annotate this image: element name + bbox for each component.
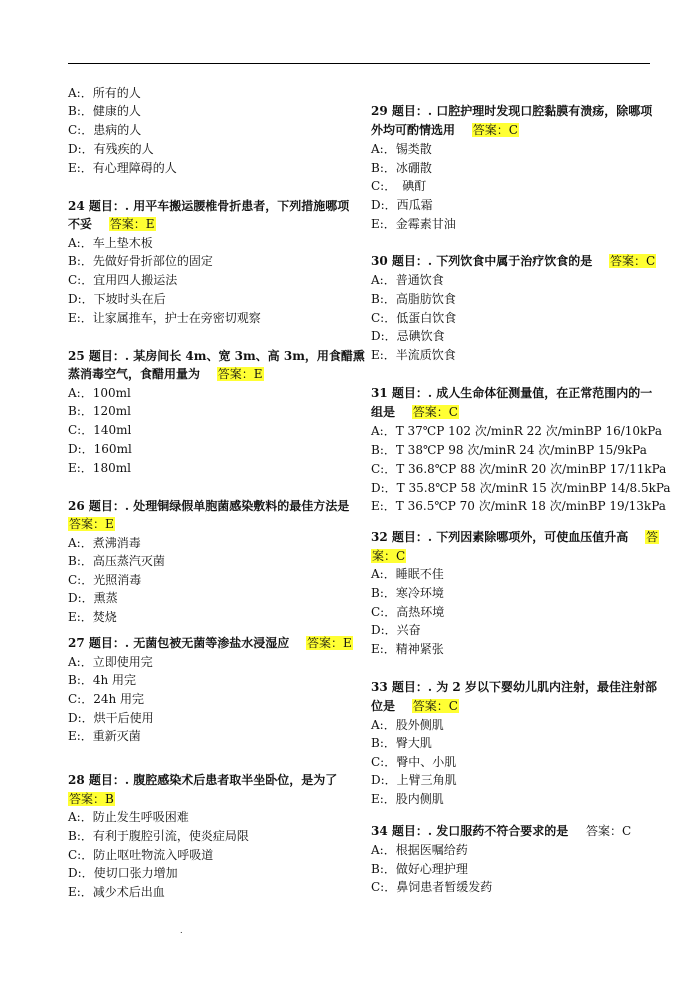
answer-label: 答案：E [217,367,263,381]
option-line [68,808,189,826]
answer-label: 答案：C [609,254,656,268]
option-text: B:．有利于腹腔引流，使炎症局限 [68,829,249,843]
option-line [68,440,132,458]
question-text: 31 题目：. 成人生命体征测量值，在正常范围内的一 [371,386,653,400]
question-line [68,347,365,365]
question-text: 26 题目：. 处理铜绿假单胞菌感染敷料的最佳方法是 [68,499,350,513]
option-line [371,422,662,440]
answer-label: 案：C [372,549,406,563]
option-text: C:．宜用四人搬运法 [68,273,178,287]
question-text: 28 题目：. 腹腔感染术后患者取半坐卧位，是为了 [68,773,338,787]
option-text: D:．熏蒸 [68,591,118,605]
option-text: B:．120ml [68,404,131,418]
option-text: D:．上臂三角肌 [371,773,457,787]
question-line [371,678,657,696]
option-text: E:．让家属推车，护士在旁密切观察 [68,311,261,325]
option-line [68,827,249,845]
option-text: B:．寒冷环境 [371,586,444,600]
option-text: B:．高脂肪饮食 [371,292,456,306]
question-line [68,365,264,383]
option-text: D:．下坡时头在后 [68,292,166,306]
option-text: D:．T 35.8℃P 58 次/minR 15 次/minBP 14/8.5kPa [371,481,671,495]
option-line [68,159,177,177]
option-text: E:．减少术后出血 [68,885,165,899]
answer-label: 答案：E [69,517,114,531]
option-text: C:．高热环境 [371,605,445,619]
option-line [371,309,456,327]
option-text: A:．根据医嘱给药 [371,843,468,857]
question-line [371,384,652,402]
option-line [68,589,118,607]
option-line [371,790,444,808]
option-text: C:．防止呕吐物流入呼吸道 [68,848,214,862]
option-line [68,84,141,102]
option-text: A:．煮沸消毒 [68,536,141,550]
option-text: D:．西瓜霜 [371,198,433,212]
question-line [68,634,353,652]
option-text: C:．鼻饲患者暂缓发药 [371,880,493,894]
option-line [68,140,154,158]
option-line [68,121,141,139]
option-text: D:．160ml [68,442,132,456]
option-line [68,252,213,270]
option-text: C:．臀中、小肌 [371,755,457,769]
question-text: 外均可酌情选用 [371,123,456,137]
option-line [68,690,144,708]
option-line [371,771,457,789]
question-line [371,121,519,139]
question-text: 27 题目：. 无菌包被无菌等渗盐水浸湿应 [68,636,290,650]
option-line [371,327,445,345]
option-line [371,215,456,233]
option-text: A:．车上垫木板 [68,236,153,250]
answer-label: 答案：C [412,405,458,419]
option-line [371,346,456,364]
question-text: 34 题目：. 发口服药不符合要求的是 [371,824,569,838]
option-line [68,290,166,308]
option-line [371,441,647,459]
question-line [371,528,659,546]
question-line [68,515,115,533]
answer-label: 答案：B [69,792,114,806]
option-text: D:．有残疾的人 [68,142,154,156]
option-text: C:．24h 用完 [68,692,145,706]
question-text: 位是 [371,699,396,713]
option-text: A:．立即使用完 [68,655,153,669]
option-line [68,459,131,477]
option-line [68,653,153,671]
option-text: E:．有心理障碍的人 [68,161,177,175]
question-line [68,790,115,808]
option-text: E:．股内侧肌 [371,792,444,806]
option-line [371,841,468,859]
option-text: B:．冰硼散 [371,161,432,175]
option-line [371,271,444,289]
answer-label: 答案：C [585,824,632,838]
option-text: D:．兴奋 [371,623,421,637]
option-line [371,159,432,177]
answer-label: 答案：E [306,636,352,650]
option-text: B:．健康的人 [68,104,141,118]
option-line [371,497,666,515]
option-text: B:．高压蒸汽灭菌 [68,554,165,568]
answer-label: 答案：E [109,217,155,231]
question-line [371,102,652,120]
option-text: C:．140ml [68,423,132,437]
header-rule [68,63,650,64]
option-line [371,565,444,583]
option-text: A:．防止发生呼吸困难 [68,810,189,824]
question-line [68,497,349,515]
option-line [371,290,456,308]
answer-label: 答案：C [472,123,518,137]
option-line [68,846,213,864]
option-line [68,552,165,570]
answer-label: 答 [645,530,658,544]
question-line [371,547,406,565]
option-text: A:．股外侧肌 [371,718,444,732]
option-line [68,271,177,289]
option-line [371,734,432,752]
option-line [68,234,153,252]
question-line [371,252,656,270]
option-text: B:．先做好骨折部位的固定 [68,254,213,268]
option-text: E:．180ml [68,461,131,475]
option-line [68,384,131,402]
option-text: E:．金霉素甘油 [371,217,456,231]
option-text: E:．重新灭菌 [68,729,141,743]
question-text: 24 题目：. 用平车搬运腰椎骨折患者，下列措施哪项 [68,199,350,213]
option-line [68,864,178,882]
option-text: C:．患病的人 [68,123,142,137]
option-line [68,608,117,626]
option-text: C:． 碘酊 [371,179,427,193]
option-text: E:．半流质饮食 [371,348,456,362]
option-text: D:．烘干后使用 [68,711,154,725]
option-text: A:．所有的人 [68,86,141,100]
option-line [68,727,141,745]
option-line [371,640,444,658]
question-line [371,822,632,840]
question-line [371,403,459,421]
option-line [68,402,131,420]
option-text: B:．臀大肌 [371,736,432,750]
option-line [371,460,666,478]
question-text: 33 题目：. 为 2 岁以下婴幼儿肌内注射，最佳注射部 [371,680,657,694]
option-text: A:．普通饮食 [371,273,444,287]
option-text: A:．睡眠不佳 [371,567,444,581]
option-line [68,534,141,552]
option-line [371,753,456,771]
question-text: 不妥 [68,217,93,231]
option-line [68,102,141,120]
option-line [68,883,165,901]
option-line [371,621,421,639]
question-line [68,215,156,233]
option-text: C:．光照消毒 [68,573,142,587]
option-text: B:．做好心理护理 [371,862,468,876]
option-text: E:．T 36.5℃P 70 次/minR 18 次/minBP 19/13kPa [371,499,666,513]
option-line [371,716,444,734]
option-text: E:．焚烧 [68,610,117,624]
option-line [68,309,261,327]
question-text: 30 题目：. 下列饮食中属于治疗饮食的是 [371,254,593,268]
option-line [371,177,426,195]
option-text: C:．低蛋白饮食 [371,311,457,325]
option-line [371,196,433,214]
question-line [68,771,337,789]
option-line [68,571,141,589]
option-line [68,671,136,689]
option-text: A:．100ml [68,386,131,400]
question-text: 蒸消毒空气，食醋用量为 [68,367,201,381]
question-text: 25 题目：. 某房间长 4m、宽 3m、高 3m，用食醋熏 [68,349,365,363]
option-line [371,140,432,158]
option-line [371,878,492,896]
option-line [371,860,468,878]
option-text: C:．T 36.8℃P 88 次/minR 20 次/minBP 17/11kPa [371,462,667,476]
option-line [68,421,131,439]
answer-label: 答案：C [412,699,458,713]
option-line [371,603,444,621]
question-text: 组是 [371,405,396,419]
option-text: B:．4h 用完 [68,673,137,687]
option-text: E:．精神紧张 [371,642,444,656]
option-line [371,584,444,602]
option-text: A:．锡类散 [371,142,432,156]
question-line [371,697,459,715]
option-line [68,709,154,727]
option-text: B:．T 38℃P 98 次/minR 24 次/minBP 15/9kPa [371,443,647,457]
option-line [371,479,671,497]
option-text: D:．忌碘饮食 [371,329,445,343]
question-text: 32 题目：. 下列因素除哪项外，可使血压值升高 [371,530,629,544]
question-text: 29 题目：. 口腔护理时发现口腔黏膜有溃疡，除哪项 [371,104,653,118]
option-text: D:．使切口张力增加 [68,866,178,880]
footer-mark: . [180,926,183,935]
question-line [68,197,349,215]
option-text: A:．T 37℃P 102 次/minR 22 次/minBP 16/10kPa [371,424,662,438]
